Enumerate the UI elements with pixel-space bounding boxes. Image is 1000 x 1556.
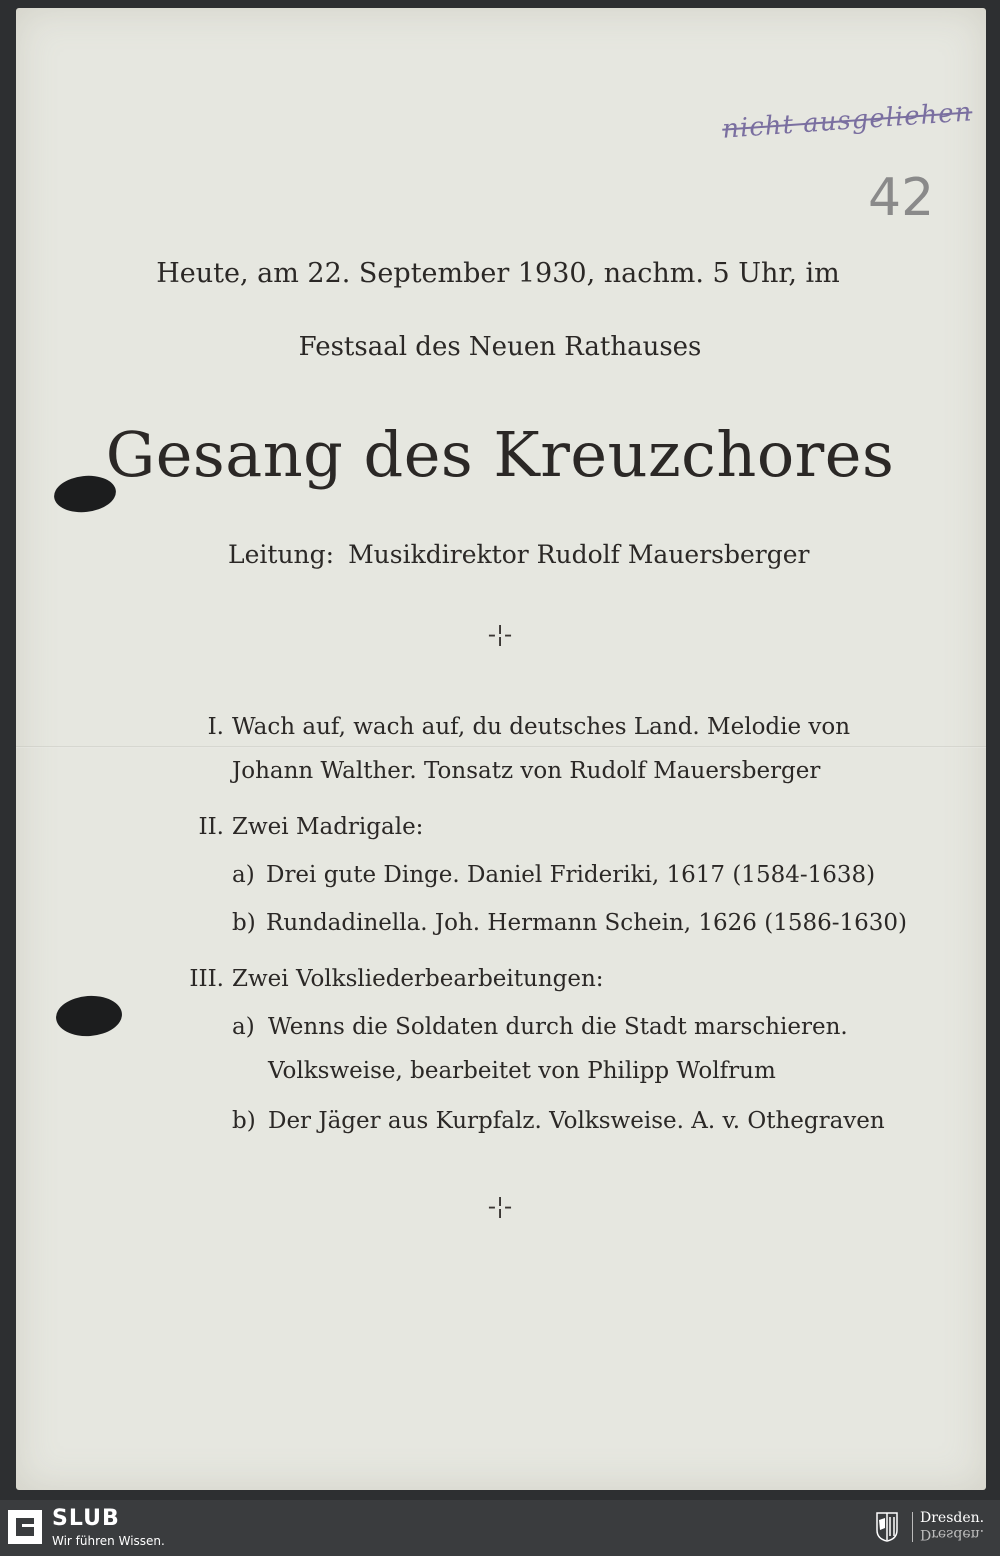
ornament-divider: -¦- [487,620,513,648]
subitem-text: Der Jäger aus Kurpfalz. Volksweise. A. v. Othegraven [268,1108,885,1134]
fold-crease [16,746,986,748]
slub-tagline: Wir führen Wissen. [52,1534,165,1548]
event-date-line [0,258,1000,289]
subitem-text: Wenns die Soldaten durch die Stadt marschieren. [268,1014,848,1040]
program-item-text: Johann Walther. Tonsatz von Rudolf Mauersberger [232,758,821,784]
conductor-label: Leitung: [228,540,335,569]
event-date-text: Heute, am 22. September 1930, nachm. 5 Uhr, im [156,258,840,289]
subitem-text: Rundadinella. Joh. Hermann Schein, 1626 (1586-1630) [266,910,908,936]
conductor-line [228,540,810,569]
document-page [16,8,986,1490]
subitem-text: Volksweise, bearbeitet von Philipp Wolfrum [268,1058,776,1084]
subitem-marker: b) [232,1108,256,1134]
dresden-crest-icon[interactable] [876,1512,898,1542]
program-number: I. [207,714,224,740]
slub-logo-icon[interactable] [8,1510,42,1544]
ornament-divider: -¦- [487,1192,513,1220]
subitem-marker: a) [232,862,255,888]
page-title: Gesang des Kreuzchores [105,418,895,491]
program-item-text: Wach auf, wach auf, du deutsches Land. Melodie von [232,714,851,740]
slub-name[interactable]: SLUB [52,1506,120,1531]
conductor-name: Musikdirektor Rudolf Mauersberger [348,540,810,569]
dresden-logo-text[interactable]: Dresden. [920,1510,985,1526]
program-number: II. [198,814,224,840]
footer-separator [912,1512,913,1542]
handwritten-struck-note: nicht ausgeliehen [721,97,974,145]
handwritten-page-number: 42 [868,168,935,228]
venue-line: Festsaal des Neuen Rathauses [298,332,702,362]
subitem-marker: b) [232,910,256,936]
punch-hole [55,994,124,1039]
program-heading: Zwei Madrigale: [232,814,424,840]
subitem-marker: a) [232,1014,255,1040]
subitem-text: Drei gute Dinge. Daniel Frideriki, 1617 (1584-1638) [266,862,876,888]
viewer-footer [0,1500,1000,1556]
program-number: III. [189,966,224,992]
program-heading: Zwei Volksliederbearbeitungen: [232,966,604,992]
dresden-logo-reflection: Dresden. [920,1526,985,1542]
